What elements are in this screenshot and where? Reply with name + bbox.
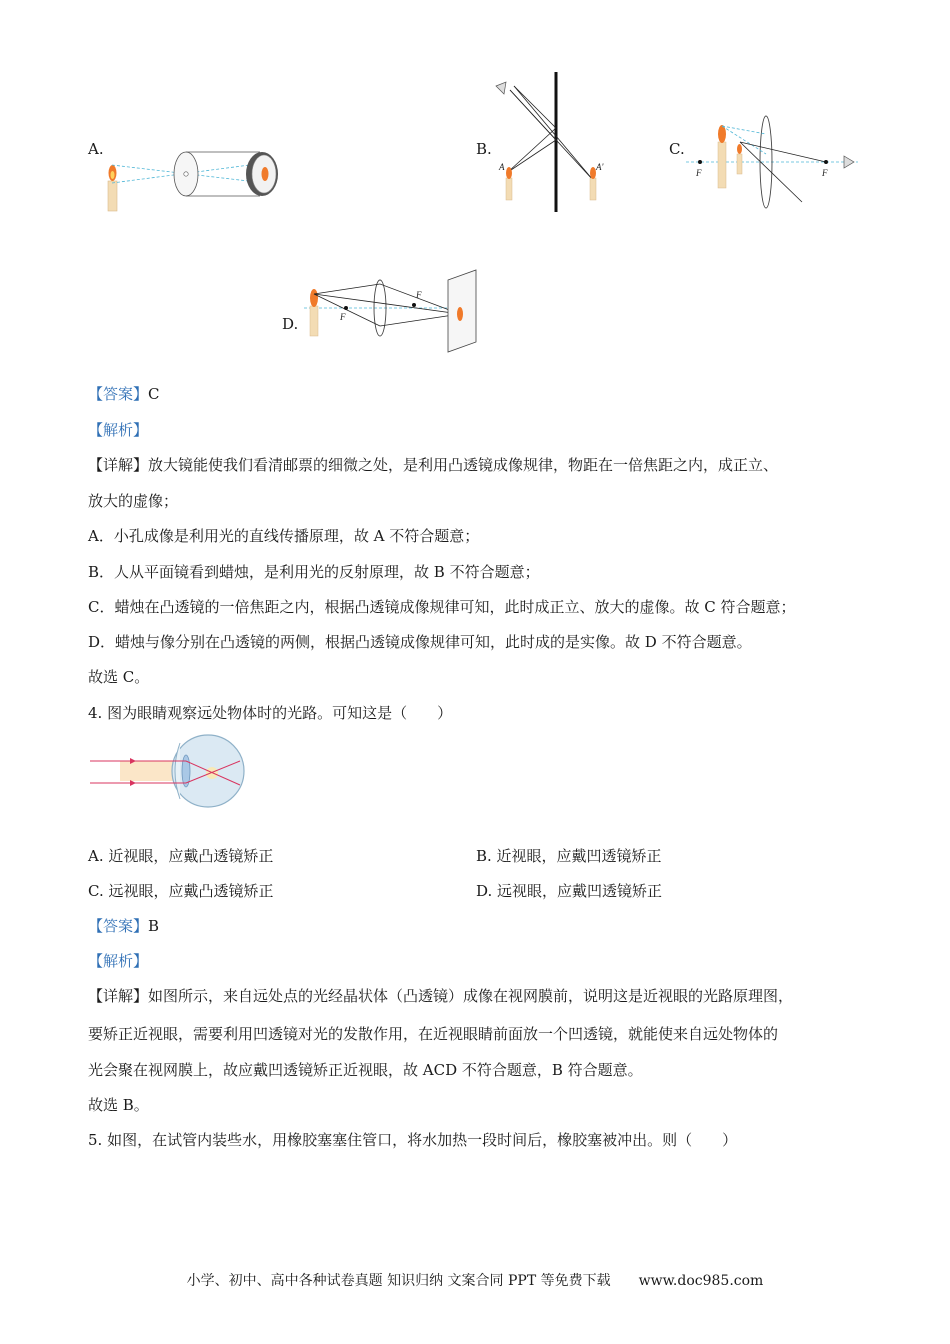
q4-detail-line1 [88,986,793,1006]
figure-c-focus-right: F [822,168,828,178]
figure-d-focus-lower: F [340,312,346,322]
q4-option-d: D. 远视眼，应戴凹透镜矫正 [476,882,663,900]
q3-detail-text1: 放大镜能使我们看清邮票的细微之处，是利用凸透镜成像规律，物距在一倍焦距之内，成正立、 [148,456,779,474]
q3-answer-tag: 【答案】 [88,385,149,403]
q4-eye-diagram [90,733,250,813]
q5-question: 5. 如图，在试管内装些水，用橡胶塞塞住管口，将水加热一段时间后，橡胶塞被冲出。则（ ） [88,1131,738,1149]
q3-answer-value: C [148,385,160,403]
figure-c-magnifier [686,112,866,212]
q3-line-c: C．蜡烛在凸透镜的一倍焦距之内，根据凸透镜成像规律可知，此时成正立、放大的虚像。故 C 符合题意； [88,598,796,616]
figure-d-convex-lens-real-image [300,268,480,354]
figure-a-label: A. [88,140,104,158]
figure-c-focus-left: F [696,168,702,178]
q4-answer-tag: 【答案】 [88,917,149,935]
figure-b-point-a-prime: A' [596,162,604,172]
q3-conclusion: 故选 C。 [88,668,150,686]
q4-detail-text1: 如图所示，来自远处点的光经晶状体（凸透镜）成像在视网膜前，说明这是近视眼的光路原理图， [148,987,794,1005]
q3-answer-line [88,384,160,404]
q3-detail-tag: 【详解】 [88,456,149,474]
figure-c-label: C. [669,140,685,158]
q4-analysis-tag: 【解析】 [88,952,149,970]
q3-detail-line1 [88,455,778,475]
q3-detail-line2: 放大的虚像； [88,492,179,510]
q3-line-b: B．人从平面镜看到蜡烛，是利用光的反射原理，故 B 不符合题意； [88,563,540,581]
q4-option-c: C. 远视眼，应戴凸透镜矫正 [88,882,274,900]
q4-answer-value: B [148,917,160,935]
q3-analysis-tag: 【解析】 [88,421,149,439]
q4-conclusion: 故选 B。 [88,1096,149,1114]
figure-a-pinhole-camera [100,145,300,215]
figure-d-label: D. [282,315,299,333]
q3-line-d: D．蜡烛与像分别在凸透镜的两侧，根据凸透镜成像规律可知，此时成的是实像。故 D 不符合题意。 [88,633,752,651]
q4-detail-line3: 光会聚在视网膜上，故应戴凹透镜矫正近视眼，故 ACD 不符合题意，B 符合题意。 [88,1061,643,1079]
q3-line-a: A．小孔成像是利用光的直线传播原理，故 A 不符合题意； [88,527,480,545]
q4-question: 4. 图为眼睛观察远处物体时的光路。可知这是（ ） [88,704,453,722]
q4-option-b: B. 近视眼，应戴凹透镜矫正 [476,847,662,865]
figure-b-label: B. [476,140,492,158]
q4-detail-line2: 要矫正近视眼，需要利用凹透镜对光的发散作用，在近视眼睛前面放一个凹透镜，就能使来自远处物体的 [88,1025,779,1043]
figure-b-plane-mirror [490,72,610,212]
q4-option-a: A. 近视眼，应戴凸透镜矫正 [88,847,274,865]
figure-d-focus-upper: F [416,290,422,300]
figure-b-point-a: A [499,162,505,172]
q4-answer-line [88,916,159,936]
q4-detail-tag: 【详解】 [88,987,149,1005]
page-footer: 小学、初中、高中各种试卷真题 知识归纳 文案合同 PPT 等免费下载 www.doc985.com [186,1273,764,1289]
